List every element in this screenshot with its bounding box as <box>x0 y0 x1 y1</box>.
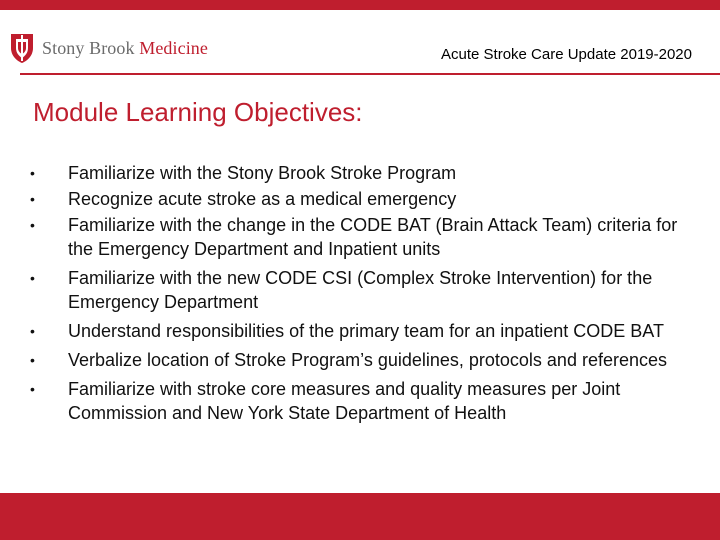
bottom-brand-band <box>0 493 720 540</box>
objective-item <box>30 348 680 372</box>
objective-item <box>30 266 680 314</box>
objective-item <box>30 187 680 211</box>
header-divider <box>20 73 720 75</box>
shield-icon <box>8 31 36 65</box>
logo-name-accent: Medicine <box>139 37 208 58</box>
bullet-icon: • <box>30 217 35 233</box>
bullet-icon: • <box>30 323 35 339</box>
objective-text: Familiarize with stroke core measures and quality measures per Joint Commission and New York State Department of Health <box>68 379 621 423</box>
objective-item <box>30 213 680 261</box>
objective-item <box>30 377 680 425</box>
logo-name-plain: Stony Brook <box>42 37 140 58</box>
objective-text: Familiarize with the change in the CODE BAT (Brain Attack Team) criteria for the Emergency Department and Inpatient units <box>68 215 678 259</box>
logo-wordmark <box>42 38 208 59</box>
objective-text: Familiarize with the Stony Brook Stroke Program <box>68 163 457 183</box>
bullet-icon: • <box>30 352 35 368</box>
objectives-list <box>30 161 680 430</box>
objective-text: Familiarize with the new CODE CSI (Complex Stroke Intervention) for the Emergency Department <box>68 268 653 312</box>
presentation-title: Acute Stroke Care Update 2019-2020 <box>441 46 692 63</box>
objective-text: Understand responsibilities of the primary team for an inpatient CODE BAT <box>68 321 664 341</box>
objective-text: Recognize acute stroke as a medical emergency <box>68 189 457 209</box>
bullet-icon: • <box>30 381 35 397</box>
stony-brook-medicine-logo <box>8 30 208 66</box>
bullet-icon: • <box>30 165 35 181</box>
objective-item <box>30 319 680 343</box>
bullet-icon: • <box>30 270 35 286</box>
slide-title: Module Learning Objectives: <box>33 97 363 127</box>
objective-text: Verbalize location of Stroke Program’s guidelines, protocols and references <box>68 350 668 370</box>
objective-item <box>30 161 680 185</box>
top-brand-band <box>0 0 720 10</box>
bullet-icon: • <box>30 191 35 207</box>
